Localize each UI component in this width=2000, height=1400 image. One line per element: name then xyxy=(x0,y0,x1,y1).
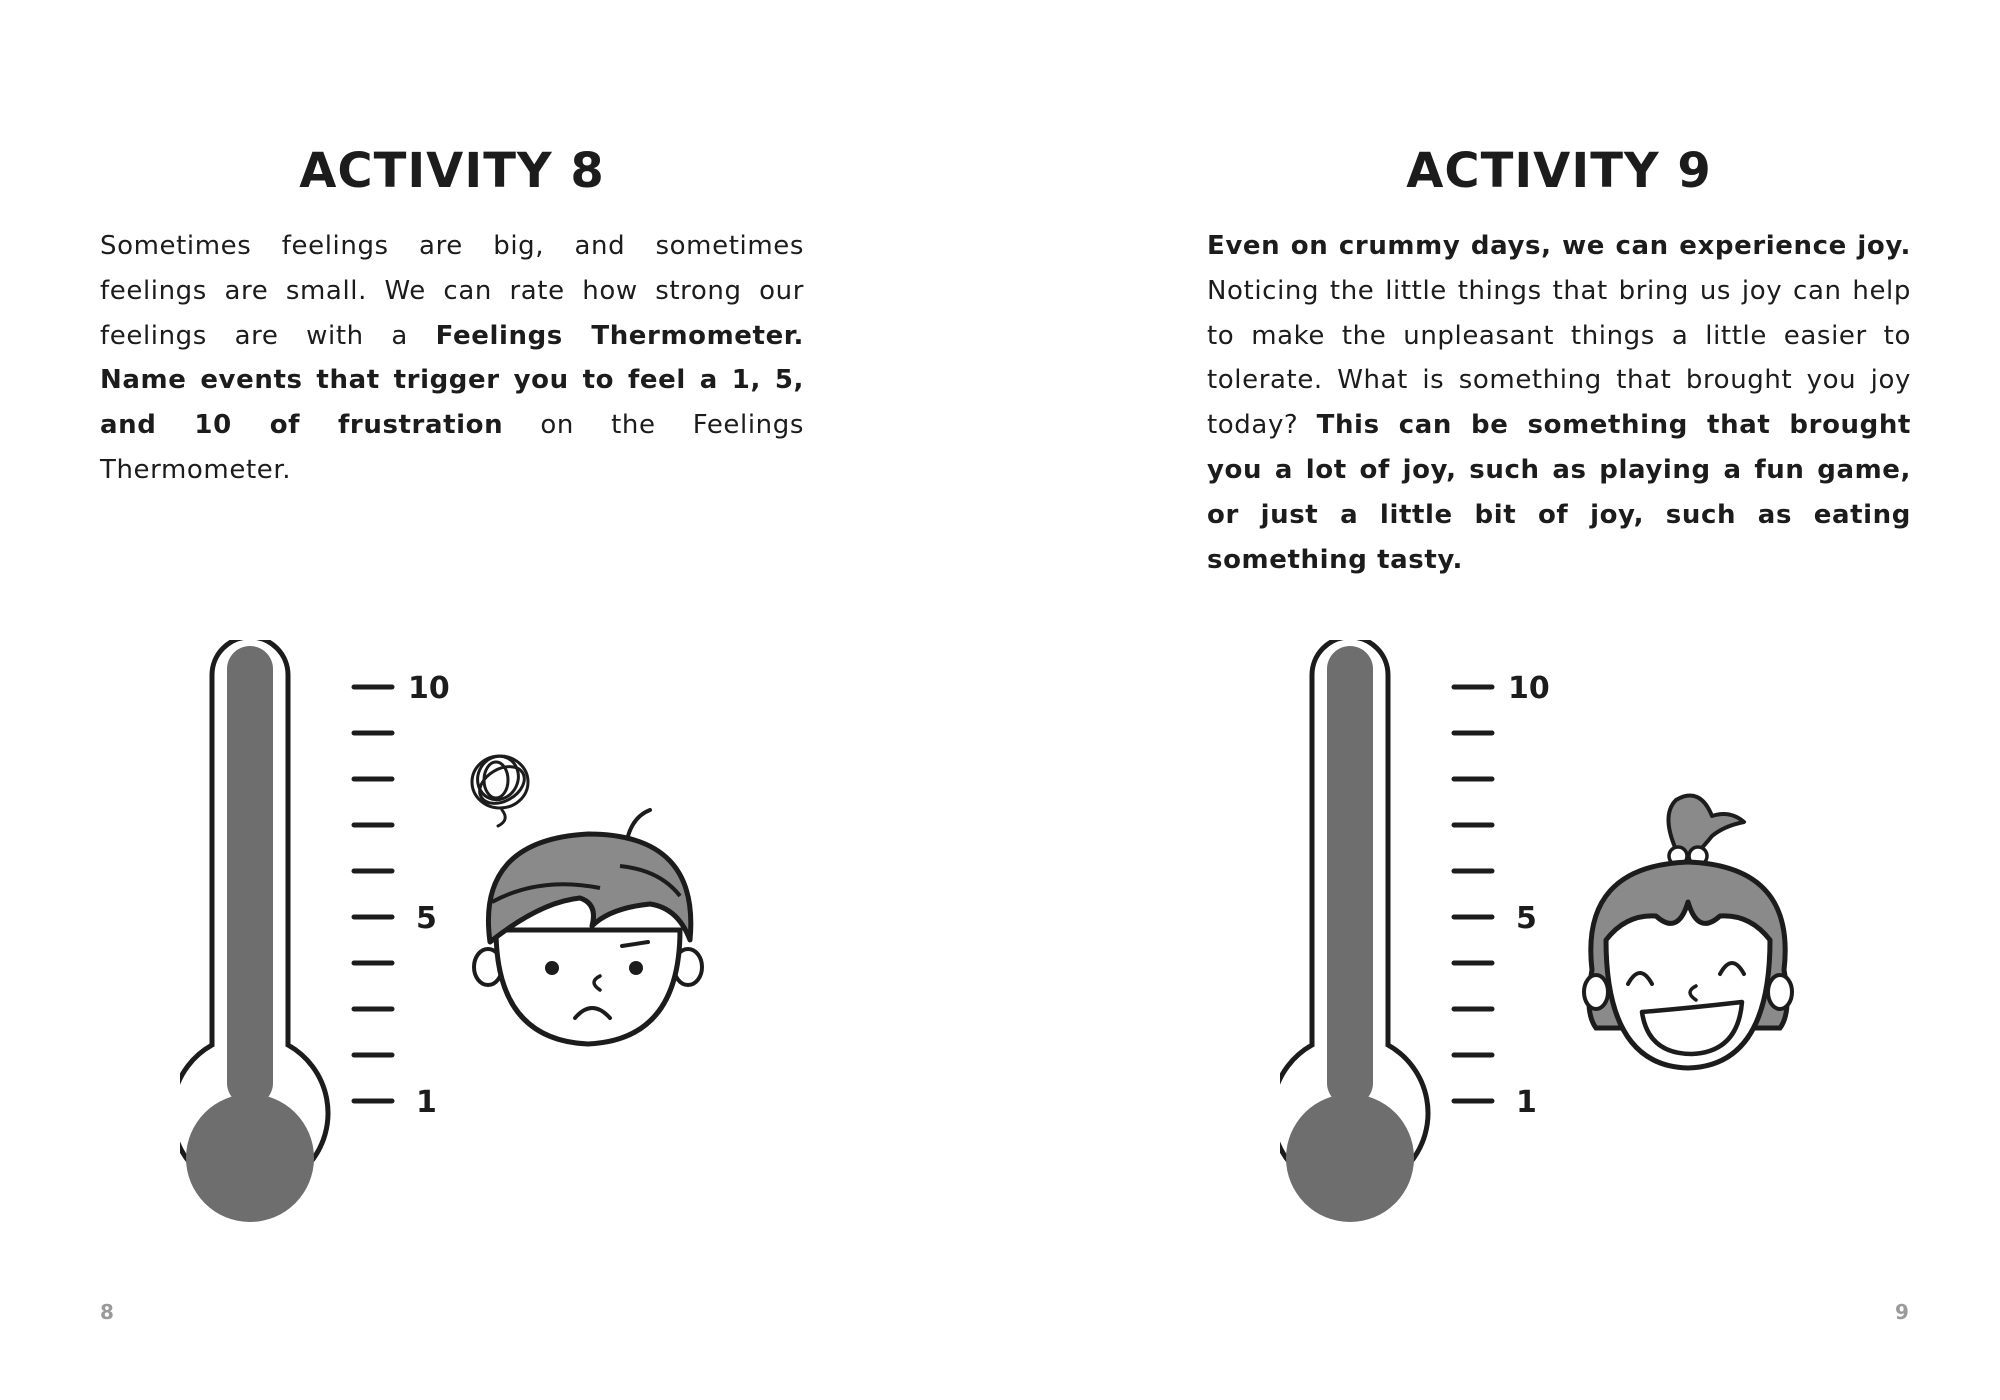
scale-label-bottom: 1 xyxy=(416,1085,437,1120)
activity-title: ACTIVITY 8 xyxy=(299,143,605,199)
ponytail xyxy=(1668,796,1744,854)
thermometer-bulb xyxy=(186,1094,314,1222)
activity-instructions xyxy=(1207,224,1911,582)
ear-left xyxy=(1584,975,1608,1009)
thermometer-ticks xyxy=(1454,687,1492,1101)
thermometer-graphic xyxy=(1280,640,1880,1260)
thermometer-bulb xyxy=(1286,1094,1414,1222)
eye-left xyxy=(545,961,559,975)
scale-label-middle: 5 xyxy=(416,901,437,936)
thermometer-tube-fill xyxy=(227,646,273,1106)
activity-instructions xyxy=(100,224,804,493)
instructions-segment: on the Feelings Thermometer. xyxy=(100,410,805,485)
ear-right xyxy=(1768,975,1792,1009)
instructions-segment-bold: Feelings Thermometer. Name events that trigger you to feel a 1, 5, and 10 of frustration xyxy=(100,320,804,441)
thermometer-illustration xyxy=(1280,640,1880,1260)
face xyxy=(496,930,680,1044)
instructions-segment: Sometimes feelings are big, and sometimes feelings are small. We can rate how strong our feelings are with a xyxy=(100,231,804,351)
thermometer-ticks xyxy=(354,687,392,1101)
thermometer-tube-fill xyxy=(1327,646,1373,1106)
thermometer-illustration xyxy=(180,640,780,1260)
activity-title: ACTIVITY 9 xyxy=(1406,143,1712,199)
scale-label-top: 10 xyxy=(408,671,450,706)
page-number: 8 xyxy=(100,1300,114,1324)
page-number: 9 xyxy=(1895,1300,1909,1324)
eye-right xyxy=(629,961,643,975)
page-right xyxy=(1000,0,2000,1400)
happy-girl-icon xyxy=(1584,796,1792,1068)
scale-label-top: 10 xyxy=(1508,671,1550,706)
scribble-icon xyxy=(471,750,531,826)
scale-label-middle: 5 xyxy=(1516,901,1537,936)
scale-label-bottom: 1 xyxy=(1516,1085,1537,1120)
instructions-segment: Noticing the little things that bring us joy can help to make the unpleasant things a little easier to tolerate. What is something that brought you joy today? xyxy=(1207,275,1911,441)
instructions-segment-bold: Even on crummy days, we can experience joy. xyxy=(1207,231,1911,261)
thermometer-graphic xyxy=(180,640,780,1260)
instructions-segment-bold: This can be something that brought you a lot of joy, such as playing a fun game, or just a little bit of joy, such as eating something tasty. xyxy=(1207,410,1911,575)
frustrated-boy-icon xyxy=(471,750,702,1044)
